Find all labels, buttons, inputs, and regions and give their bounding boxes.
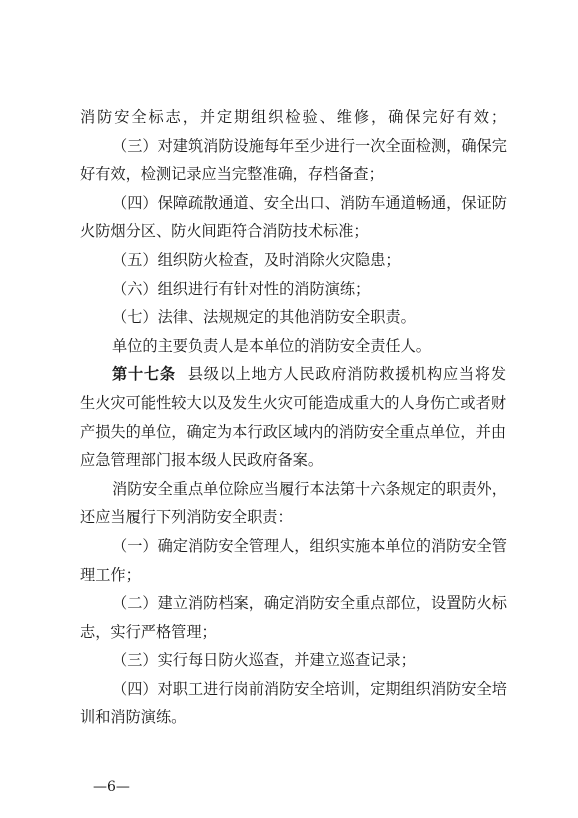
text-line: 单位的主要负责人是本单位的消防安全责任人。 (112, 336, 431, 355)
text-line: （四）保障疏散通道、安全出口、消防车通道畅通，保证防 (112, 193, 507, 212)
text-line: （三）对建筑消防设施每年至少进行一次全面检测，确保完 (112, 136, 507, 155)
article-line (80, 360, 506, 389)
text-line: 训和消防演练。 (80, 708, 187, 727)
text-line: （七）法律、法规规定的其他消防安全职责。 (112, 308, 416, 327)
text-line: 火防烟分区、防火间距符合消防技术标准； (80, 222, 369, 241)
document-body (80, 103, 506, 732)
text-line: 产损失的单位，确定为本行政区域内的消防安全重点单位，并由 (80, 422, 506, 441)
text-line: 志，实行严格管理； (80, 622, 217, 641)
text-line: 好有效，检测记录应当完整准确，存档备查； (80, 165, 384, 184)
text-line: （五）组织防火检查，及时消除火灾隐患； (112, 250, 401, 269)
text-line: 理工作； (80, 565, 141, 584)
text-line: 生火灾可能性较大以及发生火灾可能造成重大的人身伤亡或者财 (80, 393, 506, 412)
page-number: —6— (93, 779, 130, 795)
text-line: 消防安全标志，并定期组织检验、维修，确保完好有效； (80, 108, 506, 126)
text-line: 还应当履行下列消防安全职责： (80, 508, 293, 527)
text-line: 应急管理部门报本级人民政府备案。 (80, 451, 323, 470)
article-heading: 第十七条 (112, 365, 176, 384)
text-line: （六）组织进行有针对性的消防演练； (112, 279, 371, 298)
text-line: （一）确定消防安全管理人，组织实施本单位的消防安全管 (112, 536, 507, 555)
text-line: （三）实行每日防火巡查，并建立巡查记录； (112, 651, 416, 670)
text-line: （四）对职工进行岗前消防安全培训，定期组织消防安全培 (112, 679, 507, 698)
text-line: （二）建立消防档案，确定消防安全重点部位，设置防火标 (112, 594, 507, 613)
article-text: 县级以上地方人民政府消防救援机构应当将发 (187, 365, 507, 384)
text-line: 消防安全重点单位除应当履行本法第十六条规定的职责外， (112, 479, 507, 498)
